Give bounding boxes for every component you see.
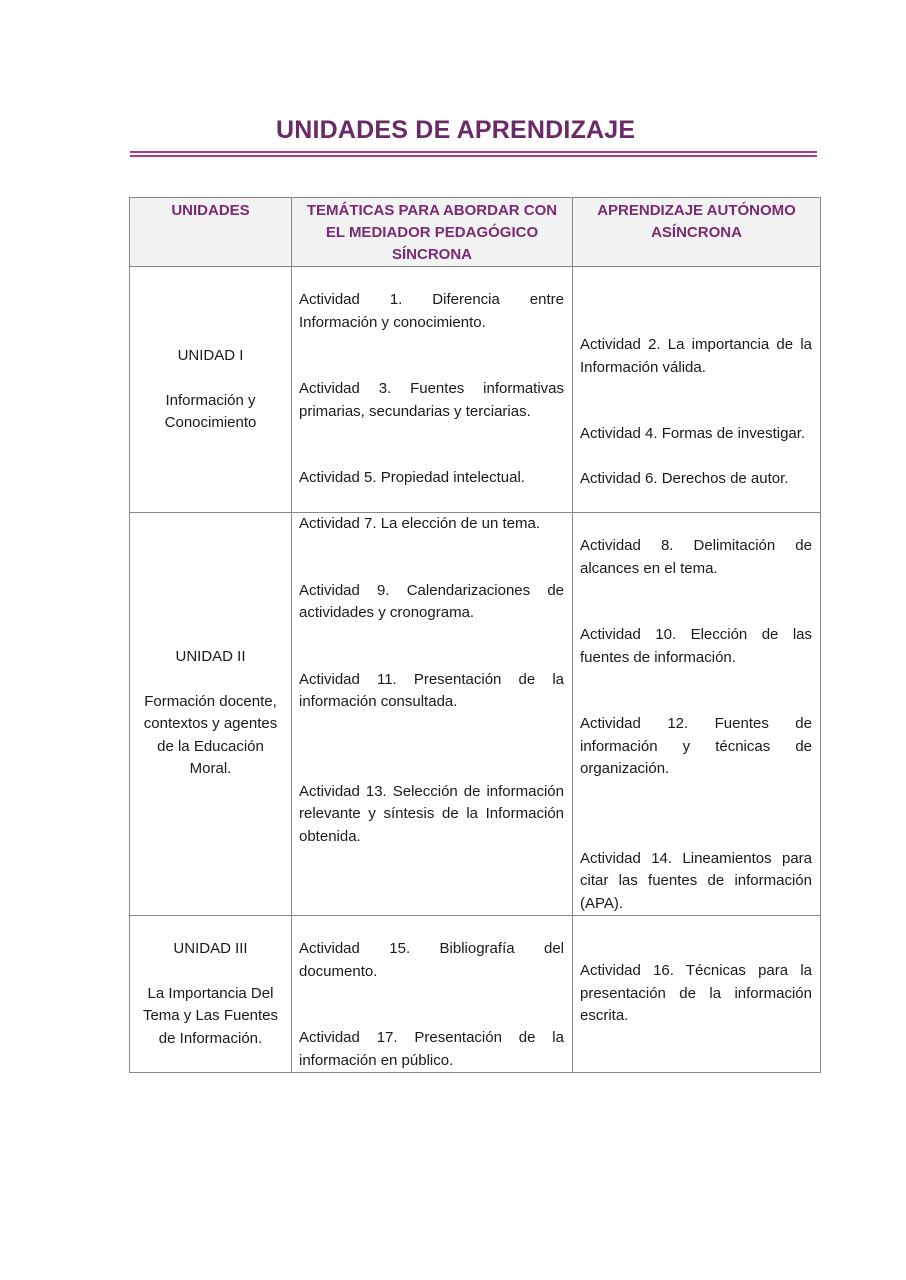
activity-item: Actividad 14. Lineamientos para citar las fuentes de información (APA). — [580, 849, 812, 912]
activity-item: Actividad 9. Calendarizaciones de actividades y cronograma. — [299, 581, 564, 621]
activity-item: Actividad 1. Diferencia entre Información y conocimiento. — [299, 291, 564, 331]
title-underline-top — [130, 151, 817, 153]
unit-description: Información y Conocimiento — [164, 391, 257, 431]
activity-item: Actividad 13. Selección de información relevante y síntesis de la Información obtenida. — [299, 782, 564, 845]
sync-cell — [292, 267, 573, 513]
header-units: UNIDADES — [130, 198, 292, 267]
activity-item: Actividad 8. Delimitación de alcances en el tema. — [580, 537, 812, 577]
table-row — [130, 916, 821, 1073]
table-header-row — [130, 198, 821, 267]
activity-item: Actividad 11. Presentación de la información consultada. — [299, 670, 564, 710]
sync-cell — [292, 916, 573, 1073]
table-row — [130, 267, 821, 513]
unit-cell — [130, 513, 292, 916]
table-row — [130, 513, 821, 916]
unit-name: UNIDAD III — [173, 940, 248, 957]
async-cell — [573, 267, 821, 513]
activity-item: Actividad 3. Fuentes informativas primarias, secundarias y terciarias. — [299, 380, 564, 420]
title-underline-bottom — [130, 155, 817, 157]
unit-description: Formación docente, contextos y agentes de la Educación Moral. — [143, 692, 278, 777]
async-cell — [573, 513, 821, 916]
activity-item: Actividad 10. Elección de las fuentes de información. — [580, 626, 812, 666]
activity-item: Actividad 15. Bibliografía del documento. — [299, 940, 564, 980]
unit-cell — [130, 267, 292, 513]
activity-item: Actividad 2. La importancia de la Información válida. — [580, 336, 812, 376]
sync-cell — [292, 513, 573, 916]
activity-item: Actividad 17. Presentación de la información en público. — [299, 1029, 564, 1069]
header-async-learning: APRENDIZAJE AUTÓNOMO ASÍNCRONA — [573, 198, 821, 267]
activity-item: Actividad 6. Derechos de autor. — [580, 469, 789, 487]
activity-item: Actividad 5. Propiedad intelectual. — [299, 469, 525, 486]
unit-name: UNIDAD I — [177, 347, 244, 364]
activity-item: Actividad 7. La elección de un tema. — [299, 515, 540, 532]
unit-description: La Importancia Del Tema y Las Fuentes de Información. — [142, 984, 279, 1047]
header-sync-topics: TEMÁTICAS PARA ABORDAR CON EL MEDIADOR PEDAGÓGICO SÍNCRONA — [292, 198, 573, 267]
unit-cell — [130, 916, 292, 1073]
learning-units-table — [129, 197, 821, 1073]
activity-item: Actividad 16. Técnicas para la presentación de la información escrita. — [580, 962, 812, 1024]
async-cell — [573, 916, 821, 1073]
activity-item: Actividad 4. Formas de investigar. — [580, 425, 806, 442]
activity-item: Actividad 12. Fuentes de información y técnicas de organización. — [580, 715, 812, 777]
unit-name: UNIDAD II — [175, 648, 246, 665]
page-title: UNIDADES DE APRENDIZAJE — [276, 116, 636, 144]
